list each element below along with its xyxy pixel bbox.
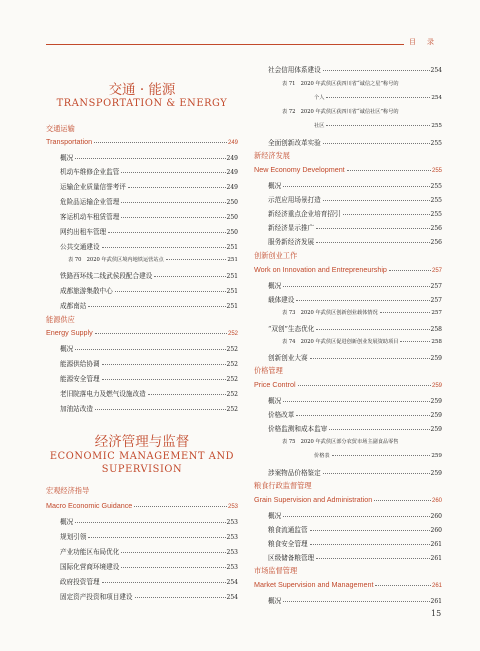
toc-entry[interactable]: 产业功能区布局优化 253 (60, 548, 238, 556)
toc-entry[interactable]: 能源安全管理 252 (60, 375, 238, 383)
section-title-cn: 粮食行政监督管理 (254, 481, 312, 490)
toc-entry-table[interactable]: 表 72 2020 年武侯区获四川省“诚信社区”称号的 (282, 109, 399, 115)
section-title-en: Macro Economic Guidance (46, 501, 133, 510)
toc-entry[interactable]: 新经济重点企业培育招引 255 (268, 210, 442, 218)
toc-entry[interactable]: 涉案物品价格鉴定 259 (268, 469, 442, 477)
toc-entry[interactable]: 全面创新改革实验 255 (268, 139, 442, 147)
toc-entry-section-en[interactable]: Macro Economic Guidance 253 (46, 501, 238, 510)
toc-entry[interactable]: 社会信用体系建设 254 (268, 66, 442, 74)
toc-entry[interactable]: 加油站改造 252 (60, 405, 238, 413)
toc-entry[interactable]: “双创”生态优化 258 (268, 325, 442, 333)
section-title-en: New Economy Development (254, 165, 345, 174)
toc-entry[interactable]: 成都南站 251 (60, 302, 238, 310)
toc-entry[interactable]: 概况 260 (268, 512, 442, 520)
toc-entry[interactable]: 载体建设 257 (268, 296, 442, 304)
toc-entry[interactable]: 价格监测和成本监审 259 (268, 425, 442, 433)
section-title-cn: 新经济发展 (254, 151, 290, 160)
toc-entry-section-en[interactable]: Energy Supply 252 (46, 328, 238, 337)
toc-entry[interactable]: 概况 255 (268, 182, 442, 190)
toc-entry-table-cont[interactable]: 个人 254 (314, 95, 442, 101)
chapter-title-en: TRANSPORTATION & ENERGY (56, 98, 228, 109)
chapter-title-cn: 交通 · 能源 (108, 82, 176, 98)
toc-entry[interactable]: 客运机动车租赁管理 250 (60, 213, 238, 221)
toc-entry[interactable]: 概况 253 (60, 518, 238, 526)
toc-entry[interactable]: 网约出租车管理 250 (60, 228, 238, 236)
toc-entry-section-en[interactable]: New Economy Development 255 (254, 165, 442, 174)
toc-entry-table[interactable]: 表 70 2020 年武侯区境内地铁运营站点 251 (68, 257, 238, 263)
toc-entry-section-en[interactable]: Market Supervision and Management 261 (254, 580, 442, 589)
section-title-cn: 创新创业工作 (254, 251, 298, 260)
section-title-cn: 能源供应 (46, 315, 75, 324)
toc-entry[interactable]: 老旧院落电力及燃气设施改造 252 (60, 390, 238, 398)
chapter-title-en: ECONOMIC MANAGEMENT AND (49, 451, 235, 462)
section-title-en: Work on Innovation and Entrepreneurship (254, 265, 387, 274)
section-title-cn: 价格管理 (254, 366, 283, 375)
header-title: 目 录 (409, 38, 436, 46)
section-title-en: Price Control (254, 380, 296, 389)
section-title-en: Transportation (46, 137, 93, 146)
toc-entry[interactable]: 规划引领 253 (60, 533, 238, 541)
chapter-title-cn: 经济管理与监督 (94, 434, 190, 450)
toc-entry-table-cont[interactable]: 社区 255 (314, 123, 442, 129)
toc-entry-table[interactable]: 表 71 2020 年武侯区获四川省“诚信之星”称号的 (282, 81, 399, 87)
toc-entry[interactable]: 概况 257 (268, 282, 442, 290)
toc-entry[interactable]: 公共交通建设 251 (60, 243, 238, 251)
chapter-title-en-line2: SUPERVISION (101, 464, 183, 475)
header-rule (46, 44, 404, 45)
toc-entry[interactable]: 机动车维修企业监管 249 (60, 168, 238, 176)
toc-entry[interactable]: 概况 249 (60, 154, 238, 162)
toc-entry[interactable]: 成都旅游集散中心 251 (60, 287, 238, 295)
toc-entry[interactable]: 区级储备粮管理 261 (268, 554, 442, 562)
toc-entry[interactable]: 运输企业质量信誉考评 249 (60, 183, 238, 191)
toc-entry[interactable]: 铁路西环线二线武侯段配合建设 251 (60, 272, 238, 280)
section-title-cn: 交通运输 (46, 124, 75, 133)
section-title-en: Grain Supervision and Administration (254, 495, 373, 504)
toc-entry[interactable]: 粮食流通监管 260 (268, 526, 442, 534)
toc-entry[interactable]: 国际化营商环境建设 253 (60, 563, 238, 571)
toc-entry-table[interactable]: 表 73 2020 年武侯区创新创业载体情况 257 (282, 310, 442, 316)
toc-entry[interactable]: 示范应用场景打造 255 (268, 196, 442, 204)
toc-entry[interactable]: 危险品运输企业管理 250 (60, 198, 238, 206)
toc-entry[interactable]: 服务新经济发展 256 (268, 238, 442, 246)
section-title-cn: 宏观经济指导 (46, 486, 90, 495)
section-title-en: Market Supervision and Management (254, 580, 374, 589)
toc-entry[interactable]: 新经济显示推广 256 (268, 224, 442, 232)
section-title-cn: 市场监督管理 (254, 566, 298, 575)
section-title-en: Energy Supply (46, 328, 93, 337)
toc-entry-section-en[interactable]: Price Control 259 (254, 380, 442, 389)
toc-entry-section-en[interactable]: Work on Innovation and Entrepreneurship 257 (254, 265, 442, 274)
toc-entry[interactable]: 固定资产投资和项目建设 254 (60, 593, 238, 601)
toc-entry-table[interactable]: 表 75 2020 年武侯区部分农贸市场主副食品零售 (282, 439, 399, 445)
toc-entry-section-en[interactable]: Transportation 249 (46, 137, 238, 146)
toc-entry[interactable]: 政府投资管理 254 (60, 578, 238, 586)
page-number: 15 (431, 609, 442, 618)
toc-entry-table-cont[interactable]: 价格表 259 (314, 453, 442, 459)
toc-entry[interactable]: 价格改革 259 (268, 411, 442, 419)
toc-entry[interactable]: 创新创业大赛 259 (268, 354, 442, 362)
toc-entry[interactable]: 能源供给协调 252 (60, 360, 238, 368)
toc-entry-table[interactable]: 表 74 2020 年武侯区促进创新创业发展资助项目 258 (282, 339, 442, 345)
toc-entry[interactable]: 概况 259 (268, 397, 442, 405)
toc-entry[interactable]: 粮食安全管理 261 (268, 540, 442, 548)
toc-entry[interactable]: 概况 261 (268, 597, 442, 605)
toc-entry[interactable]: 概况 252 (60, 345, 238, 353)
toc-entry-section-en[interactable]: Grain Supervision and Administration 260 (254, 495, 442, 504)
